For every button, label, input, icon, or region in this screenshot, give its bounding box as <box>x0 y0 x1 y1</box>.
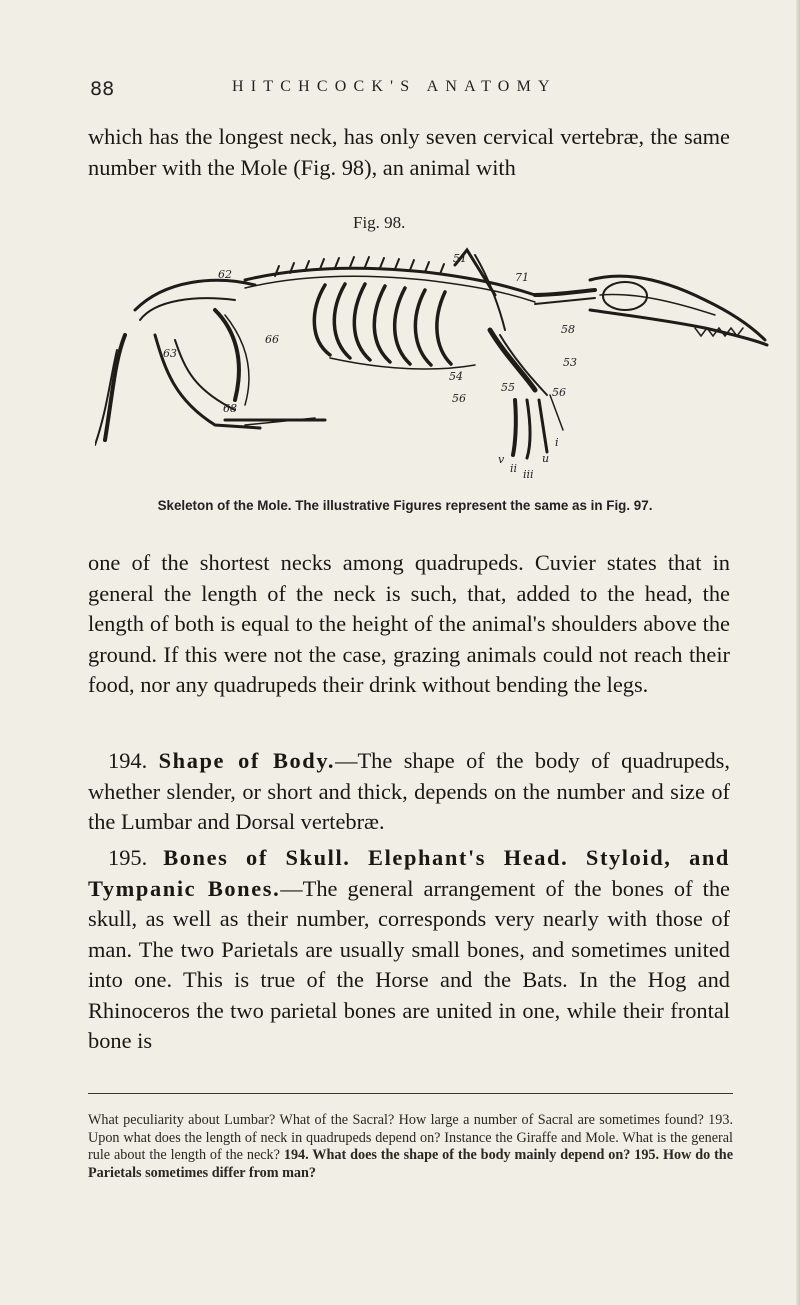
page-edge <box>796 0 800 1305</box>
fig-label-63: 63 <box>163 347 177 360</box>
section-heading-195: Bones of Skull. Elephant's Head. Styloid, and Tympanic Bones. <box>88 845 730 901</box>
fig-label-55: 55 <box>501 381 515 394</box>
section-body-194: —The shape of the body of quadrupeds, whether slender, or short and thick, depends on the number and size of the Lumbar and Dorsal vertebræ. <box>88 748 730 834</box>
page-number: 88 <box>90 78 115 100</box>
fig-label-v: v <box>498 453 505 466</box>
running-title: HITCHCOCK'S ANATOMY <box>232 78 557 95</box>
footnote-questions <box>88 1112 733 1182</box>
fig-label-iii: iii <box>523 468 534 480</box>
figure-label: Fig. 98. <box>353 213 406 232</box>
fig-label-51: 51 <box>453 252 467 265</box>
fig-label-56-right: 56 <box>552 386 566 399</box>
figure-caption: Skeleton of the Mole. The illustrative Figures represent the same as in Fig. 97. <box>157 498 653 513</box>
fig-label-71: 71 <box>515 271 529 284</box>
fig-label-62: 62 <box>218 268 232 281</box>
section-number-194: 194. <box>108 748 148 773</box>
paragraph-intro: which has the longest neck, has only seven cervical vertebræ, the same number with the Mole (Fig. 98), an animal with <box>88 124 730 180</box>
paragraph-194 <box>88 746 730 838</box>
fig-label-54: 54 <box>449 370 463 383</box>
paragraph-195 <box>88 843 730 1057</box>
fig-label-u: u <box>542 452 550 465</box>
fig-label-56-left: 56 <box>452 392 466 405</box>
fig-label-ii: ii <box>510 462 518 475</box>
section-body-195: —The general arrangement of the bones of the skull, as well as their number, corresponds very nearly with those of man. The two Parietals are usually small bones, and sometimes united into one. This is true of the Horse and the Bats. In the Hog and Rhinoceros the two parietal bones are united in one, while their frontal bone is <box>88 875 730 1053</box>
footnote-text: What peculiarity about Lumbar? What of the Sacral? How large a number of Sacral are sometimes found? 193. Upon what does the length of neck in quadrupeds depend on? Instance the Giraffe and Mole. What is the general rule about the length of the neck? <box>88 1112 733 1164</box>
fig-label-58: 58 <box>561 323 575 336</box>
fig-label-i: i <box>555 436 559 449</box>
mole-skeleton-illustration <box>95 240 775 480</box>
mole-skeleton-figure <box>95 240 775 480</box>
paragraph-neck-length: one of the shortest necks among quadrupeds. Cuvier states that in general the length of the neck is such, that, added to the head, the length of both is equal to the height of the animal's shoulders above the ground. If this were not the case, grazing animals could not reach their food, nor any quadrupeds their drink without bending the legs. <box>88 550 730 697</box>
section-heading-194: Shape of Body. <box>158 748 336 773</box>
section-number-195: 195. <box>108 845 148 870</box>
fig-label-53: 53 <box>563 356 577 369</box>
fig-label-66: 66 <box>265 333 279 346</box>
footnote-questions-194-195: 194. What does the shape of the body mainly depend on? 195. How do the Parietals sometimes differ from man? <box>88 1147 733 1181</box>
footnote-rule <box>88 1093 733 1094</box>
fig-label-68: 68 <box>223 402 237 415</box>
